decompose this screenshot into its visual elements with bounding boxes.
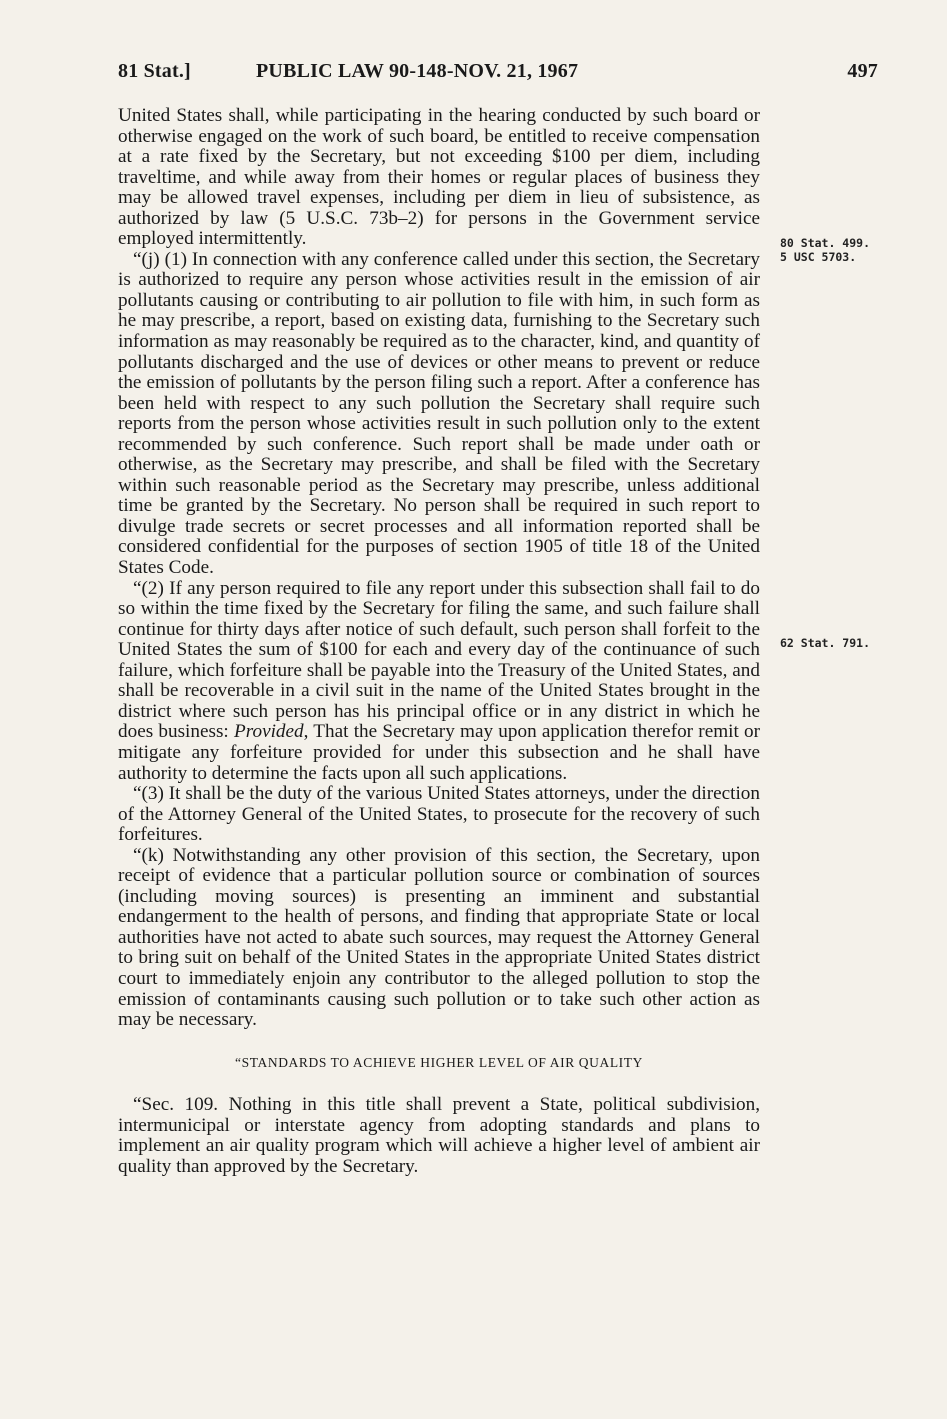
margin-note-1-line1: 80 Stat. 499. <box>780 236 871 250</box>
body-text <box>118 106 760 1177</box>
provided-text: , That the Secretary may upon application therefor remit or mitigate any forfeiture provided for under this subsection and he shall have authority to determine the facts upon all such applications. <box>118 721 761 784</box>
margin-note-1 <box>780 236 870 264</box>
margin-note-2: 62 Stat. 791. <box>780 636 871 650</box>
provided-italic: Provided <box>234 721 304 743</box>
section-109 <box>118 1095 760 1177</box>
running-header <box>118 60 878 90</box>
paragraph-k: “(k) Notwithstanding any other provision of this section, the Secretary, upon receipt of evidence that a particular pollution source or combination of sources (including moving sources) is presenting an imminent and substantial endangerment to the health of persons, and finding that appropriate State or local authorities have not acted to abate such sources, may request the Attorney General to bring suit on behalf of the United States in the appropriate United States district court to immediately enjoin any contributor to the alleged pollution to stop the emission of contaminants causing such pollution or to take such other action as may be necessary. <box>118 844 760 1031</box>
paragraph-j2 <box>118 579 760 784</box>
section-heading: “STANDARDS TO ACHIEVE HIGHER LEVEL OF AIR QUALITY <box>235 1054 643 1070</box>
paragraph-j2-text: “(2) If any person required to file any report under this subsection shall fail to do so within the time fixed by the Secretary for filing the same, and such failure shall continue for thirty days after notice of such default, such person shall forfeit to the United States the sum of $100 for each and every day of the continuance of such failure, which forfeiture shall be payable into the Treasury of the United States, and shall be recoverable in a civil suit in the name of the United States brought in the district where such person has his principal office or in any district in which he does business: <box>118 577 760 743</box>
page-number: 497 <box>847 60 878 82</box>
margin-note-1-line2: 5 USC 5703. <box>780 250 857 264</box>
paragraph-j3: “(3) It shall be the duty of the various United States attorneys, under the direction of the Attorney General of the United States, to prosecute for the recovery of such forfeitures. <box>118 783 760 846</box>
header-title: PUBLIC LAW 90-148-NOV. 21, 1967 <box>256 60 579 82</box>
paragraph-continuation: United States shall, while participating in the hearing conducted by such board or otherwise engaged on the work of such board, be entitled to receive compensation at a rate fixed by the Secretary, but not exceeding $100 per diem, including traveltime, and while away from their homes or regular places of business they may be allowed travel expenses, including per diem in lieu of subsistence, as authorized by law (5 U.S.C. 73b–2) for persons in the Government service employed intermittently. <box>118 105 760 250</box>
paragraph-j1: “(j) (1) In connection with any conference called under this section, the Secretary is authorized to require any person whose activities result in the emission of air pollutants causing or contributing to air pollution to file with him, in such form as he may prescribe, a report, based on existing data, furnishing to the Secretary such information as may reasonably be required as to the character, kind, and quantity of pollutants discharged and the use of devices or other means to prevent or reduce the emission of pollutants by the person filing such a report. After a conference has been held with respect to any such pollution the Secretary shall require such reports from the person whose activities result in such pollution only to the extent recommended by such conference. Such report shall be made under oath or otherwise, as the Secretary may prescribe, and shall be filed with the Secretary within such reasonable period as the Secretary may prescribe, unless additional time be granted by the Secretary. No person shall be required in such report to divulge trade secrets or secret processes and all information reported shall be considered confidential for the purposes of section 1905 of title 18 of the United States Code. <box>118 248 760 579</box>
header-statute-ref: 81 Stat.] <box>118 60 191 82</box>
section-text: Nothing in this title shall prevent a State, political subdivision, intermunicipal or interstate agency from adopting standards and plans to implement an air quality program which will achieve a higher level of ambient air quality than approved by the Secretary. <box>118 1094 760 1177</box>
section-label: “Sec. 109. <box>133 1094 219 1116</box>
